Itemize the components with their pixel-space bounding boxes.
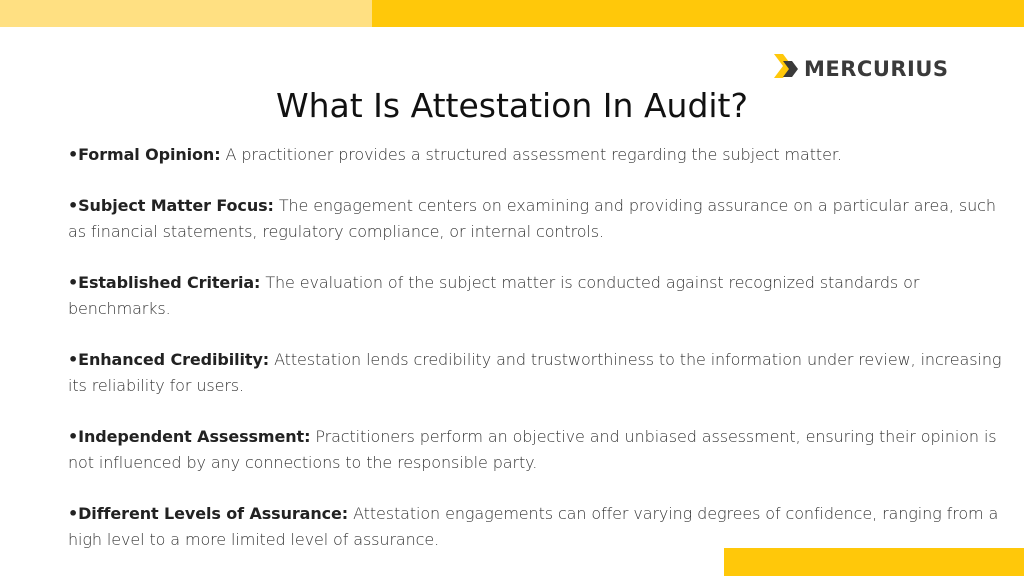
list-item <box>68 501 1013 553</box>
item-text: A practitioner provides a structured assessment regarding the subject matter. <box>220 145 842 164</box>
top-accent-bar-light <box>0 0 372 27</box>
list-item <box>68 347 1013 399</box>
item-label: •Formal Opinion: <box>68 145 221 164</box>
list-item <box>68 424 1013 476</box>
bullet-list <box>68 142 1013 578</box>
item-label: •Different Levels of Assurance: <box>68 504 349 523</box>
item-text: Attestation lends credibility and trustworthiness to the information under review, increasing its reliability for users. <box>68 350 1002 395</box>
item-label: •Enhanced Credibility: <box>68 350 270 369</box>
slide-title: What Is Attestation In Audit? <box>275 86 749 125</box>
brand-name: MERCURIUS <box>804 57 949 81</box>
item-text: Attestation engagements can offer varying degrees of confidence, ranging from a high level to a more limited level of assurance. <box>68 504 999 549</box>
list-item <box>68 193 1013 245</box>
item-text: Practitioners perform an objective and unbiased assessment, ensuring their opinion is not influenced by any connections to the responsible party. <box>68 427 997 472</box>
item-label: •Subject Matter Focus: <box>68 196 274 215</box>
mercurius-logo-icon <box>772 52 798 86</box>
list-item <box>68 270 1013 322</box>
brand-logo <box>772 52 949 86</box>
item-text: The engagement centers on examining and providing assurance on a particular area, such as financial statements, regulatory compliance, or internal controls. <box>68 196 996 241</box>
top-accent-bar <box>372 0 1024 27</box>
list-item <box>68 142 1013 168</box>
item-label: •Independent Assessment: <box>68 427 311 446</box>
item-text: The evaluation of the subject matter is conducted against recognized standards or benchmarks. <box>68 273 920 318</box>
item-label: •Established Criteria: <box>68 273 261 292</box>
